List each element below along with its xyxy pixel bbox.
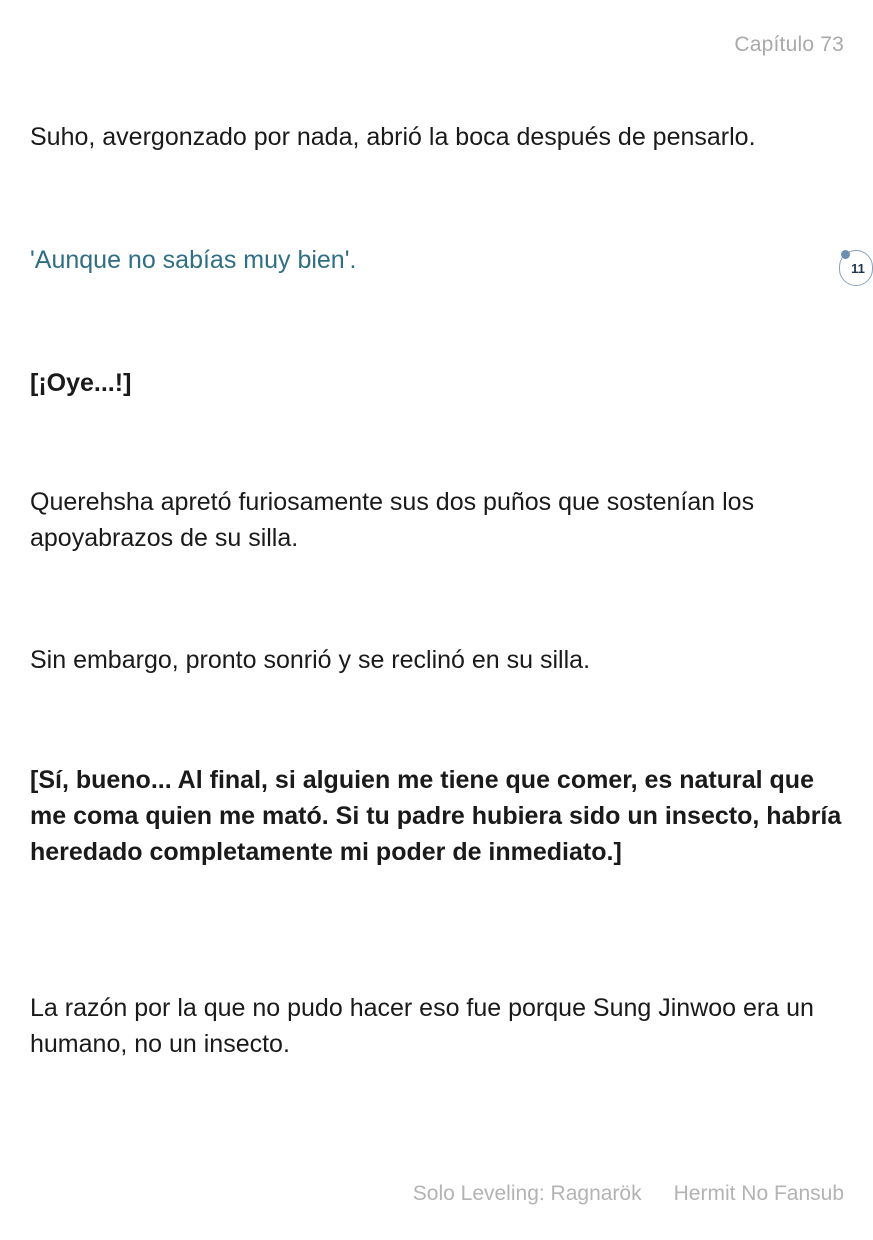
book-title: Solo Leveling: Ragnarök	[412, 1182, 642, 1205]
paragraph-thought: 'Aunque no sabías muy bien'.	[30, 246, 357, 274]
paragraph-narration: Suho, avergonzado por nada, abrió la boca después de pensarlo.	[30, 123, 756, 151]
paragraph-narration: Querehsha apretó furiosamente sus dos puños que sostenían los apoyabrazos de su silla.	[30, 488, 755, 552]
chapter-label: Capítulo 73	[734, 33, 844, 56]
paragraph-narration: Sin embargo, pronto sonrió y se reclinó en su silla.	[30, 646, 591, 674]
paragraph-dialogue: [Sí, bueno... Al final, si alguien me tiene que comer, es natural que me coma quien me mató. Si tu padre hubiera sido un insecto, habría heredado completamente mi poder de inmediato.]	[30, 766, 842, 866]
comment-count-badge[interactable]: 11	[839, 250, 873, 286]
comment-indicator-dot	[841, 250, 850, 259]
translator-credit: Hermit No Fansub	[673, 1182, 844, 1205]
page-footer	[413, 1182, 844, 1206]
paragraph-narration: La razón por la que no pudo hacer eso fue porque Sung Jinwoo era un humano, no un insecto.	[30, 994, 814, 1058]
paragraph-dialogue: [¡Oye...!]	[30, 369, 132, 397]
